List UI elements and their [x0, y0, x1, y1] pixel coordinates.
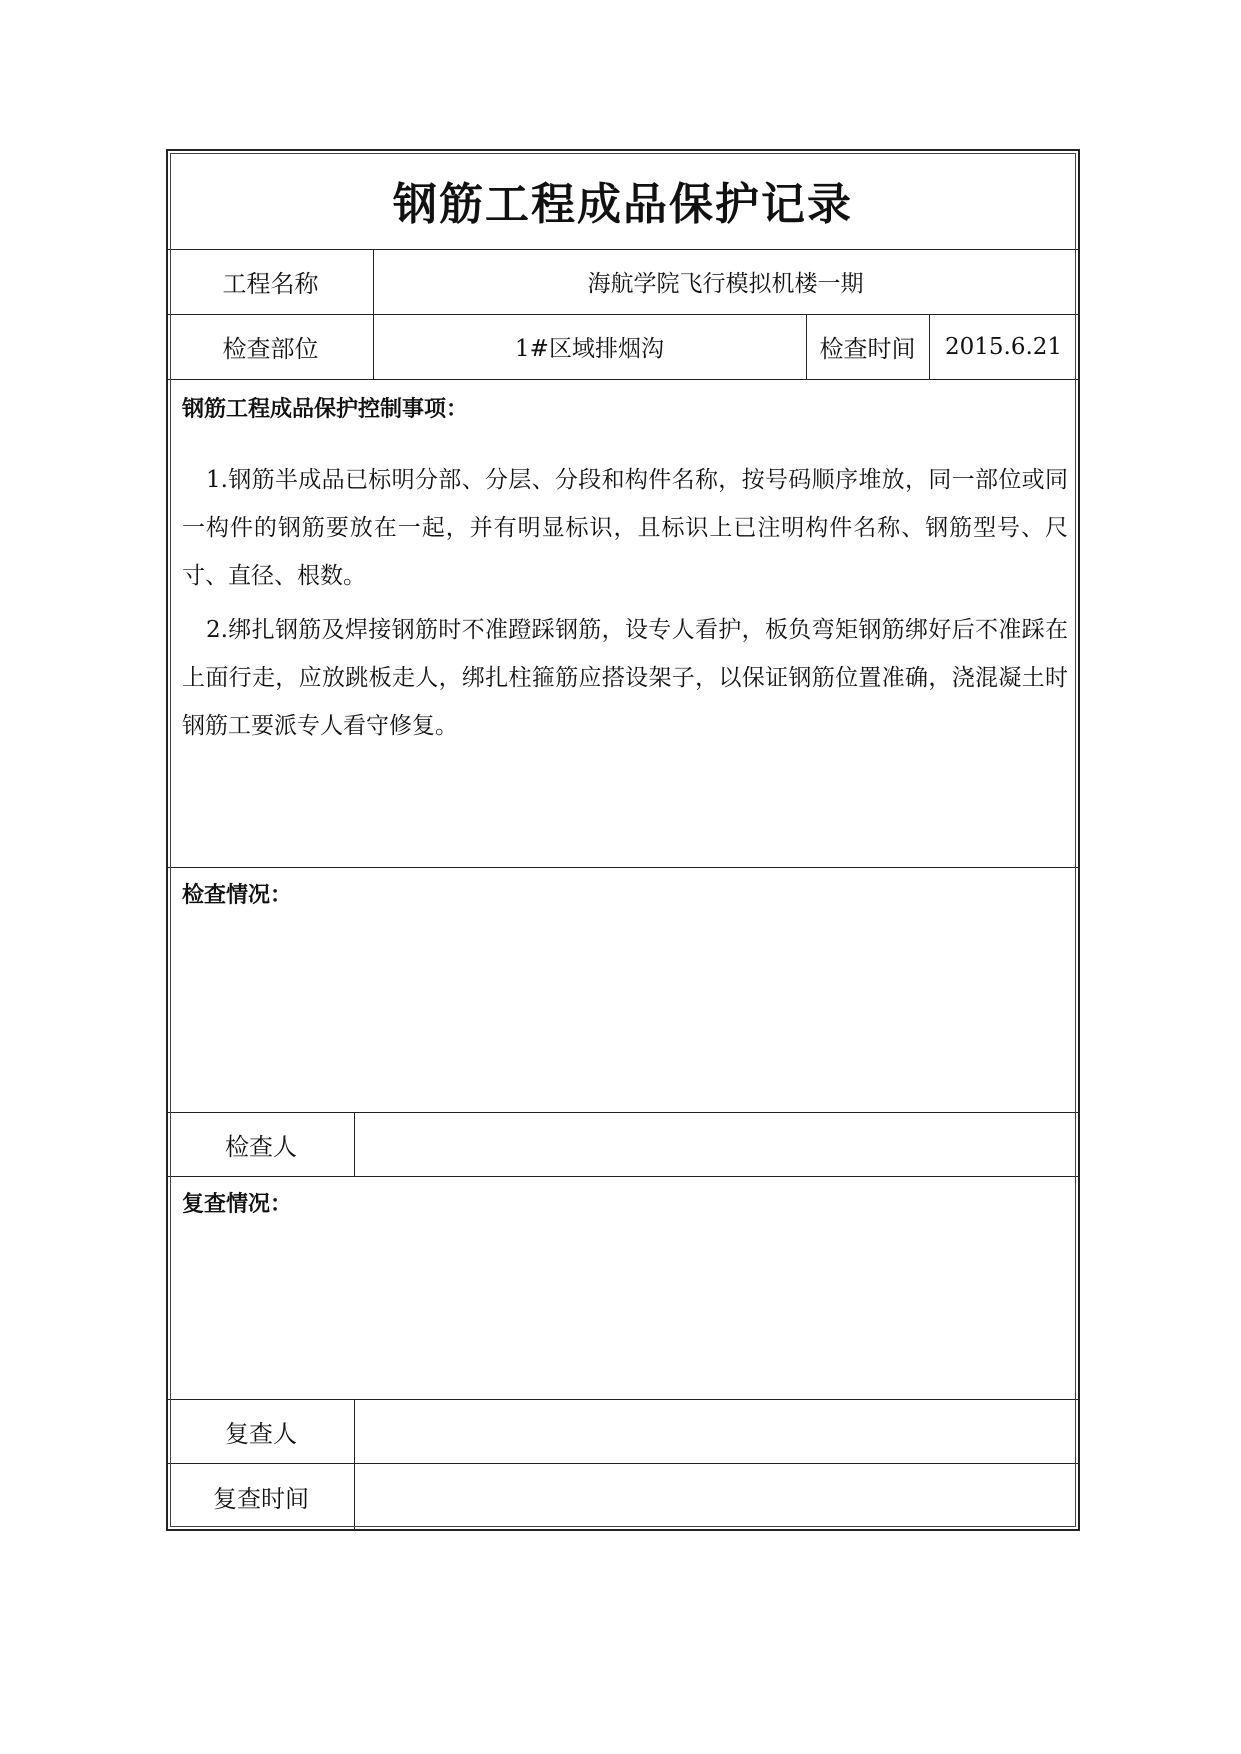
- project-name-value: 海航学院飞行模拟机楼一期: [587, 271, 864, 297]
- recheck-time-value: [354, 1463, 1078, 1529]
- protection-record-form: [166, 149, 1080, 1531]
- inspect-time-label: 检查时间: [819, 335, 916, 363]
- divider: [168, 379, 1078, 380]
- control-heading: 钢筋工程成品保护控制事项：: [182, 397, 469, 422]
- inspect-time-value: 2015.6.21: [944, 333, 1063, 360]
- recheck-heading: 复查情况：: [182, 1192, 293, 1217]
- inspect-location-value: 1#区域排烟沟: [515, 336, 664, 362]
- rechecker-label: 复查人: [225, 1419, 297, 1448]
- control-item-1: 1.钢筋半成品已标明分部、分层、分段和构件名称，按号码顺序堆放，同一部位或同一构件的钢筋要放在一起，并有明显标识，且标识上已注明构件名称、钢筋型号、尺寸、直径、根数。: [182, 467, 1068, 589]
- recheck-time-label: 复查时间: [213, 1484, 309, 1513]
- inspector-value: [354, 1112, 1078, 1176]
- inspection-heading: 检查情况：: [182, 883, 293, 908]
- inspect-location-label: 检查部位: [222, 335, 319, 363]
- project-name-label: 工程名称: [222, 270, 319, 298]
- divider: [168, 867, 1078, 868]
- document-title: 钢筋工程成品保护记录: [393, 179, 853, 230]
- control-item-2: 2.绑扎钢筋及焊接钢筋时不准蹬踩钢筋，设专人看护，板负弯矩钢筋绑好后不准踩在上面行走，应放跳板走人，绑扎柱箍筋应搭设架子，以保证钢筋位置准确，浇混凝土时钢筋工要派专人看守修复。: [182, 617, 1068, 739]
- inspector-label: 检查人: [225, 1132, 297, 1161]
- divider: [168, 1176, 1078, 1177]
- rechecker-value: [354, 1399, 1078, 1463]
